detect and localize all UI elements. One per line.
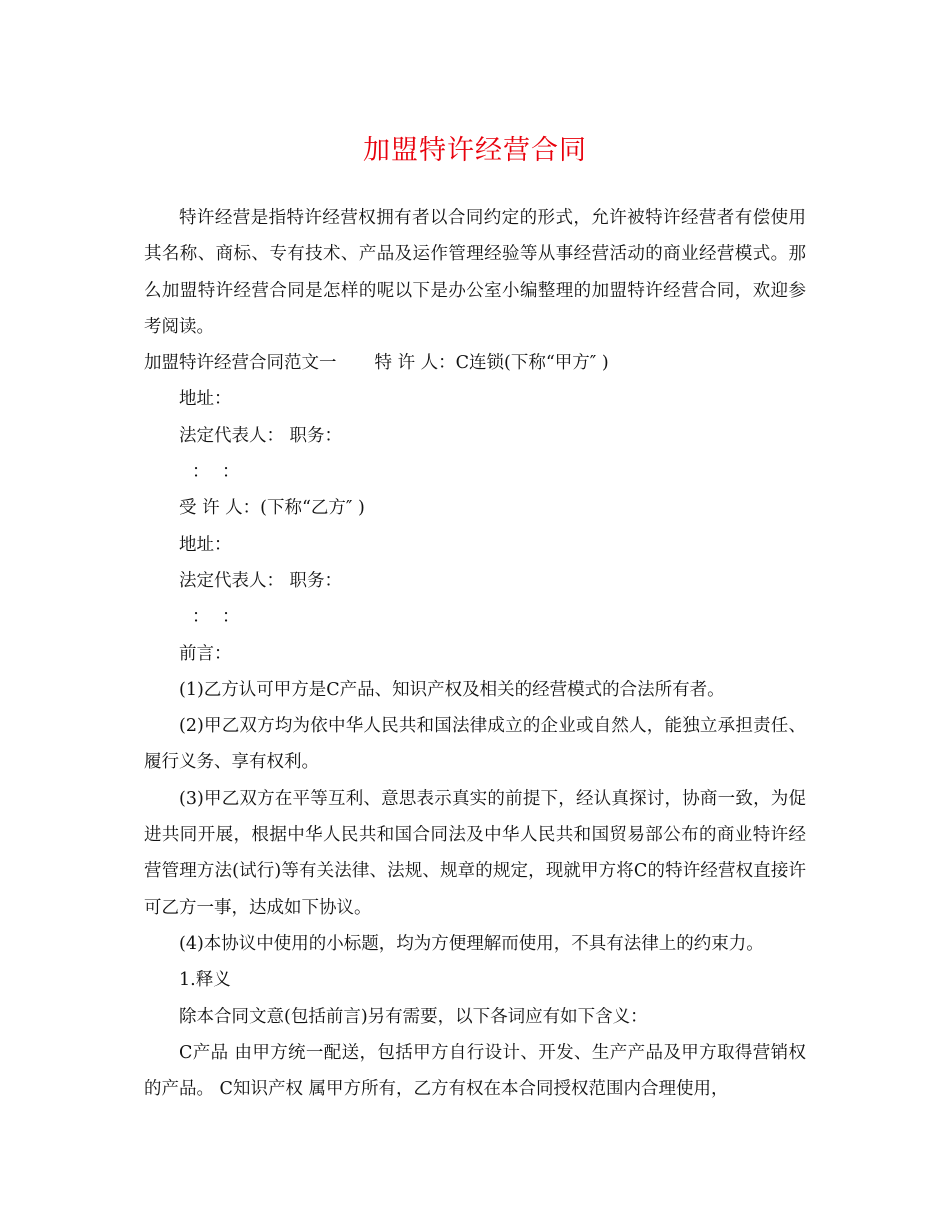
licensee-address: 地址：	[179, 534, 232, 555]
preface-item-1: (1)乙方认可甲方是C产品、知识产权及相关的经营模式的合法所有者。	[179, 679, 725, 700]
intro-paragraph: 特许经营是指特许经营权拥有者以合同约定的形式，允许被特许经营者有偿使用其名称、商标、专有技术、产品及运作管理经验等从事经营活动的商业经营模式。那么加盟特许经营合同是怎样的呢以下是办公室小编整理的加盟特许经营合同，欢迎参考阅读。	[144, 208, 806, 337]
colon-mark: ：	[192, 607, 210, 628]
licensor-representative: 法定代表人： 职务：	[179, 425, 343, 446]
sample-heading: 加盟特许经营合同范文一	[144, 353, 337, 374]
definitions-intro: 除本合同文意(包括前言)另有需要，以下各词应有如下含义：	[179, 1006, 648, 1027]
preface-label: 前言：	[179, 643, 232, 664]
preface-item-2: (2)甲乙双方均为依中华人民共和国法律成立的企业或自然人，能独立承担责任、履行义务、享有权利。	[144, 716, 806, 773]
document-body	[144, 200, 806, 1107]
licensor-address: 地址：	[179, 389, 232, 410]
document-title: 加盟特许经营合同	[363, 135, 587, 166]
licensor-line: 特 许 人：C连锁(下称“甲方″ )	[374, 353, 609, 374]
section-heading-definitions: 1.释义	[179, 970, 231, 991]
sample-heading-line	[144, 345, 806, 381]
licensee-colon-line	[144, 599, 806, 635]
colon-mark: ：	[222, 462, 240, 483]
licensor-colon-line	[144, 454, 806, 490]
colon-mark: ：	[192, 462, 210, 483]
licensee-line: 受 许 人：(下称“乙方″ )	[179, 498, 365, 519]
preface-item-4: (4)本协议中使用的小标题，均为方便理解而使用，不具有法律上的约束力。	[179, 933, 764, 954]
definition-products: C产品 由甲方统一配送，包括甲方自行设计、开发、生产产品及甲方取得营销权的产品。 C知识产权 属甲方所有，乙方有权在本合同授权范围内合理使用，	[144, 1042, 806, 1100]
licensee-representative: 法定代表人： 职务：	[179, 570, 343, 591]
preface-item-3: (3)甲乙双方在平等互利、意思表示真实的前提下，经认真探讨，协商一致，为促进共同开展，根据中华人民共和国合同法及中华人民共和国贸易部公布的商业特许经营管理方法(试行)等有关法律、法规、规章的规定，现就甲方将C的特许经营权直接许可乙方一事，达成如下协议。	[144, 788, 806, 918]
colon-mark: ：	[222, 607, 240, 628]
